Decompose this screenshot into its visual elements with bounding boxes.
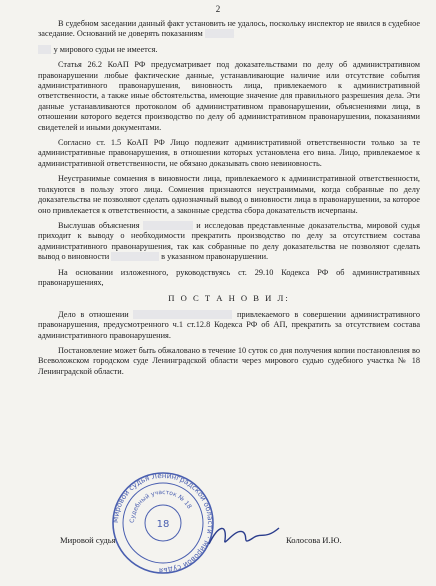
- handwritten-signature: [205, 520, 285, 550]
- redacted-name: Иванова И.И.: [111, 252, 160, 262]
- svg-text:Мировой судья Ленинградской об: Мировой судья Ленинградской области · Мировой судья: [110, 470, 216, 576]
- paragraph-3: Статья 26.2 КоАП РФ предусматривает под доказательствами по делу об административном правонарушении любые фактические данные, устанавливающие наличие или отсутствие события административного правонарушения, виновность лица, привлекаемого к административной ответственности, а также иные обстоятельства, имеющие значение для правильного разрешения дела. Эти данные устанавливаются протоколом об административном правонарушении, объяснениями лица, в отношении которого ведется производство по делу об административном правонарушении, показаниями свидетелей и иными документами.: [38, 60, 420, 132]
- paragraph-4: Согласно ст. 1.5 КоАП РФ Лицо подлежит административной ответственности только за те административные правонарушения, в отношении которых установлена его вина. Лицо, привлекаемое к административной ответственности, не обязано доказывать свою невиновность.: [38, 138, 420, 168]
- document-body: [38, 19, 420, 382]
- page-number: 2: [215, 4, 221, 14]
- redacted-name: Иванова Ивана Ивановича: [133, 309, 233, 319]
- svg-text:18: 18: [156, 519, 170, 530]
- paragraph-7: На основании изложенного, руководствуясь ст. 29.10 Кодекса РФ об административных правонарушениях,: [38, 267, 420, 287]
- svg-text:Судебный участок № 18: Судебный участок № 18: [128, 488, 193, 524]
- signature-name: Колосова И.Ю.: [286, 535, 342, 545]
- official-seal-stamp: [110, 470, 216, 576]
- redacted-name: Ива: [38, 44, 52, 54]
- paragraph-6: Выслушав объяснения Иванова И.И. и исследовав представленные доказательства, мировой судья приходит к выводу о необходимости прекратить производство по делу за отсутствием состава административного правонарушения, так как собранные по делу доказательства не позволяют сделать вывод о виновности Иванова И.И. в указанном правонарушении.: [38, 220, 420, 262]
- signature-label-judge: Мировой судья: [60, 535, 116, 545]
- paragraph-2: Ива у мирового судьи не имеется.: [38, 44, 158, 54]
- redacted-name: Иванова И.И.: [143, 220, 193, 230]
- decision-title: П О С Т А Н О В И Л:: [168, 293, 290, 304]
- paragraph-9: Постановление может быть обжаловано в течение 10 суток со дня получения копии постановления во Всеволожском городском суде Ленинградской области через мирового судью судебного участка № 18 Ленинградской области.: [38, 345, 420, 376]
- paragraph-5: Неустранимые сомнения в виновности лица, привлекаемого к административной ответственности, толкуются в пользу этого лица. Сомнения признаются неустранимыми, когда собранные по делу доказательства не позволяют сделать однозначный вывод о виновности лица в правонарушении, за которое оно привлекается к ответственности, а законные средства сбора доказательств исчерпаны.: [38, 174, 420, 215]
- paragraph-8: Дело в отношении Иванова Ивана Ивановича привлекаемого в совершении административного правонарушения, предусмотренного ч.1 ст.12.8 Кодекса РФ об АП, прекратить за отсутствием состава административного правонарушения.: [38, 309, 420, 340]
- paragraph-1: В судебном заседании данный факт установить не удалось, поскольку инспектор не явился в судебное заседание. Оснований не доверять показаниям Иванова: [38, 19, 420, 39]
- redacted-name: Иванова: [204, 29, 235, 39]
